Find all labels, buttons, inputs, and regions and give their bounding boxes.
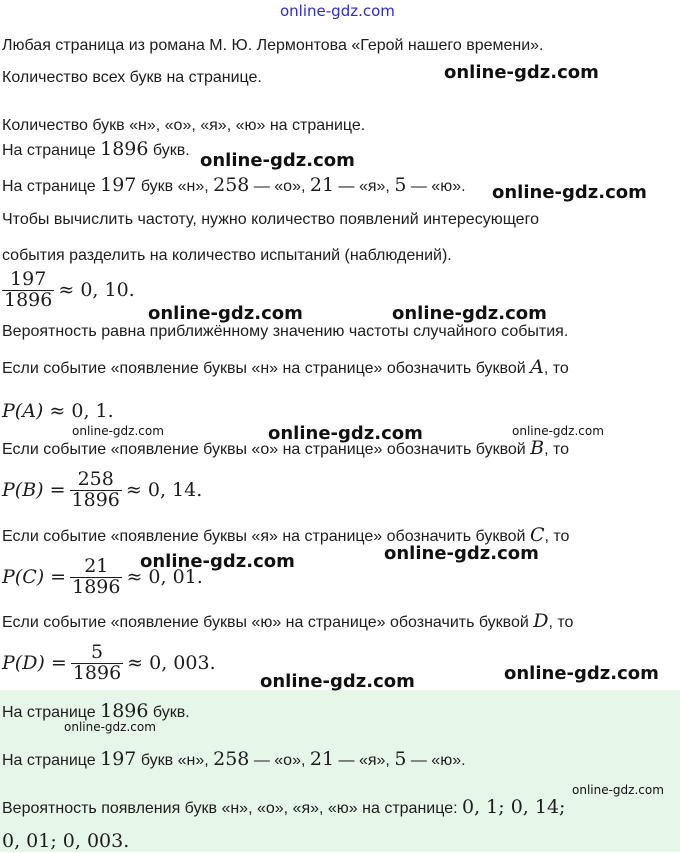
watermark: online-gdz.com <box>72 424 164 438</box>
watermark: online-gdz.com <box>64 720 156 734</box>
watermark: online-gdz.com <box>572 783 664 797</box>
watermark: online-gdz.com <box>512 424 604 438</box>
watermark: online-gdz.com <box>200 150 355 171</box>
event-b-text: Если событие «появление буквы «о» на странице» обозначить буквой B, то <box>2 437 570 459</box>
event-b-formula: P(B) = $\frac{258}{1896}$ ≈ 0, 14. <box>2 468 203 511</box>
watermark: online-gdz.com <box>384 543 539 564</box>
intro-line-3: Количество букв «н», «о», «я», «ю» на странице. <box>2 117 366 134</box>
watermark: online-gdz.com <box>504 663 659 684</box>
watermark: online-gdz.com <box>392 303 547 324</box>
freq-line-2: события разделить на количество испытаний (наблюдений). <box>2 247 452 264</box>
intro-line-1: Любая страница из романа М. Ю. Лермонтова «Герой нашего времени». <box>2 37 544 54</box>
freq-line-1: Чтобы вычислить частоту, нужно количество появлений интересующего <box>2 211 539 228</box>
event-a-text: Если событие «появление буквы «н» на странице» обозначить буквой A, то <box>2 356 569 378</box>
event-c-text: Если событие «появление буквы «я» на странице» обозначить буквой C, то <box>2 524 570 546</box>
watermark: online-gdz.com <box>260 671 415 692</box>
watermark: online-gdz.com <box>148 303 303 324</box>
freq-formula: $\frac{197}{1896}$ ≈ 0, 10. <box>4 268 135 311</box>
answer-block <box>0 690 680 852</box>
watermark: online-gdz.com <box>268 423 423 444</box>
event-d-text: Если событие «появление буквы «ю» на странице» обозначить буквой D, то <box>2 610 574 632</box>
event-c-formula: P(C) = $\frac{21}{1896}$ ≈ 0, 01. <box>2 555 203 598</box>
probability-note: Вероятность равна приближённому значению частоты случайного события. <box>2 323 569 340</box>
event-a-formula: P(A) ≈ 0, 1. <box>2 400 114 422</box>
watermark: online-gdz.com <box>444 62 599 83</box>
watermark: online-gdz.com <box>140 551 295 572</box>
answer-line-2: На странице 197 букв «н», 258 — «о», 21 — «я», 5 — «ю». <box>2 748 466 770</box>
answer-line-4: 0, 01; 0, 003. <box>2 830 130 852</box>
watermark-top: online-gdz.com <box>280 2 395 20</box>
sentence-letter-counts: На странице 197 букв «н», 258 — «о», 21 — «я», 5 — «ю». <box>2 174 466 196</box>
event-d-formula: P(D) = $\frac{5}{1896}$ ≈ 0, 003. <box>2 641 216 684</box>
watermark: online-gdz.com <box>492 182 647 203</box>
answer-line-1: На странице 1896 букв. <box>2 700 190 722</box>
answer-line-3: Вероятность появления букв «н», «о», «я», «ю» на странице: 0, 1; 0, 14; <box>2 796 566 818</box>
intro-line-2: Количество всех букв на странице. <box>2 69 262 86</box>
sentence-total-letters: На странице 1896 букв. <box>2 138 190 160</box>
